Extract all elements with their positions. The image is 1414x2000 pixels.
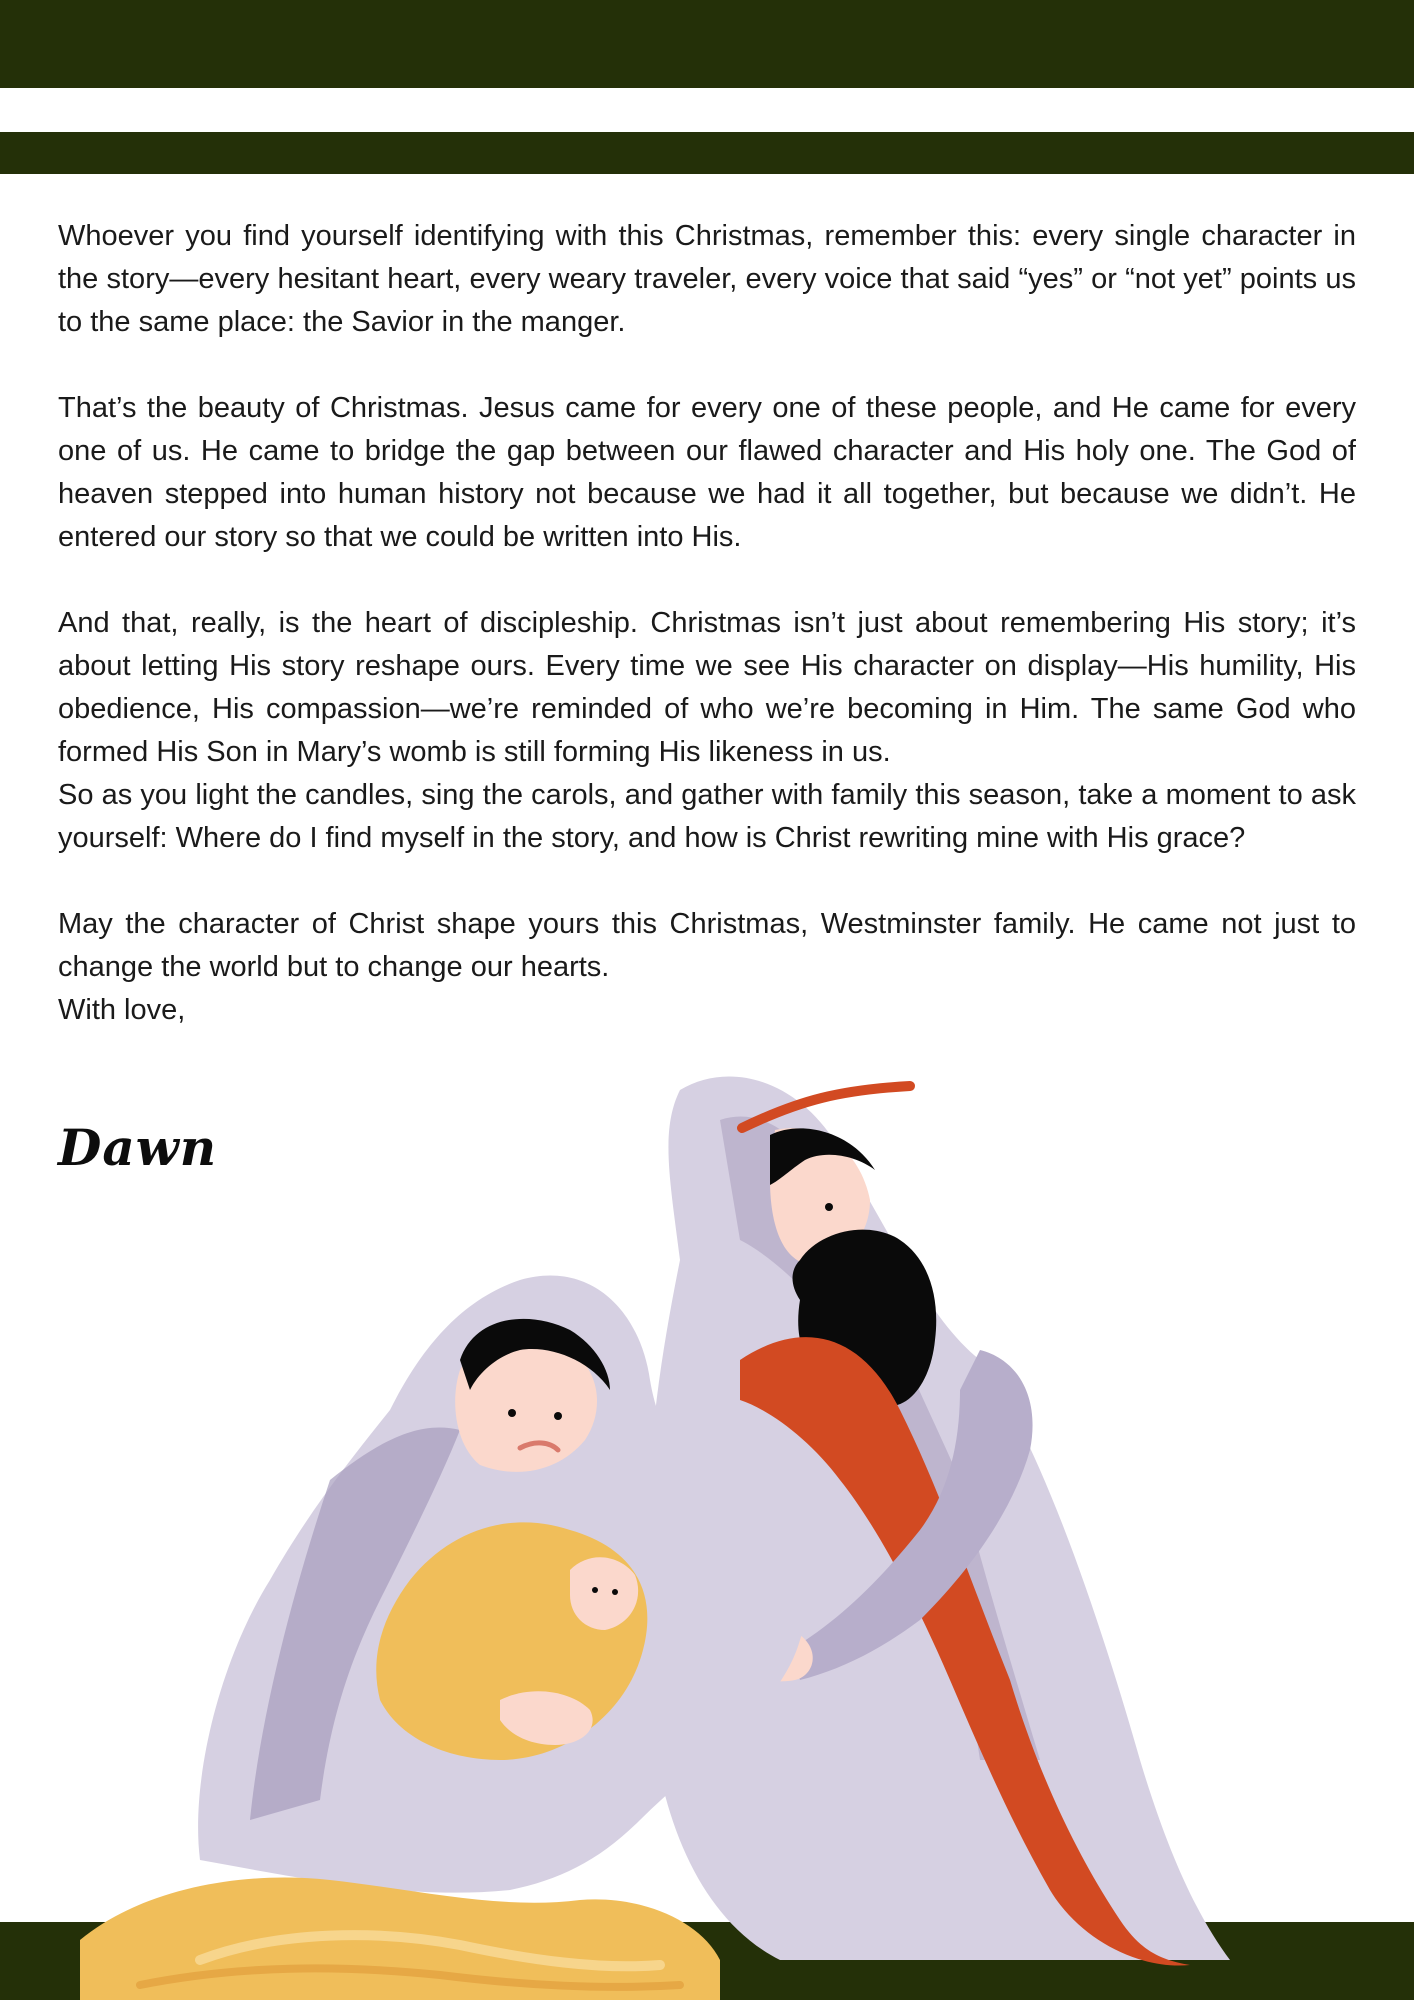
header-stripe [0,132,1414,174]
signature: Dawn [58,1118,218,1177]
paragraph-4: So as you light the candles, sing the carols, and gather with family this season, take a moment to ask yourself: Where do I find myself in the story, and how is Christ rewriting mine with His grace? [58,779,1356,854]
closing-line: With love, [58,994,186,1026]
nativity-illustration [80,1060,1340,2000]
paragraph-3: And that, really, is the heart of discipleship. Christmas isn’t just about remembering His story; it’s about letting His story reshape ours. Every time we see His character on display—His humility, His obedience, His compassion—we’re reminded of who we’re becoming in Him. The same God who formed His Son in Mary’s womb is still forming His likeness in us. [58,607,1356,768]
top-header-band [0,0,1414,88]
paragraph-5: May the character of Christ shape yours this Christmas, Westminster family. He came not just to change the world but to change our hearts. [58,908,1356,983]
paragraph-2: That’s the beauty of Christmas. Jesus came for every one of these people, and He came for every one of us. He came to bridge the gap between our flawed character and His holy one. The God of heaven stepped into human history not because we had it all together, but because we didn’t. He entered our story so that we could be written into His. [58,392,1356,553]
letter-body [58,215,1356,1032]
paragraph-1: Whoever you find yourself identifying with this Christmas, remember this: every single character in the story—every hesitant heart, every weary traveler, every voice that said “yes” or “not yet” points us to the same place: the Savior in the manger. [58,220,1356,338]
